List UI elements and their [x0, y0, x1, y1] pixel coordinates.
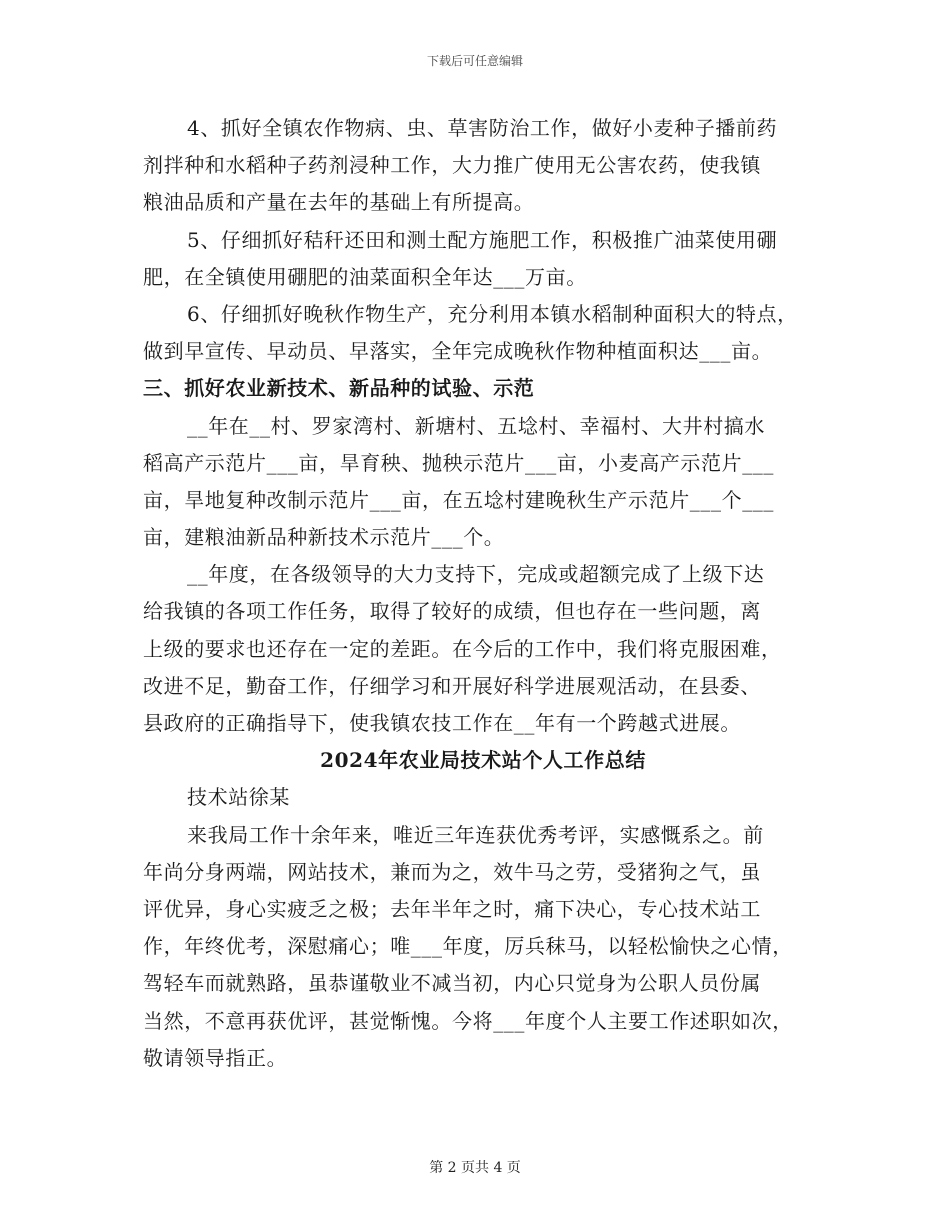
paragraph-line: 亩，建粮油新品种新技术示范片___个。: [143, 525, 505, 550]
paragraph-line: 年尚分身两端，网站技术，兼而为之，效牛马之劳，受猪狗之气，虽: [143, 859, 761, 884]
paragraph-line: 改进不足，勤奋工作，仔细学习和开展好科学进展观活动，在县委、: [143, 673, 761, 698]
paragraph-line: 县政府的正确指导下，使我镇农技工作在__年有一个跨越式进展。: [143, 711, 741, 735]
paragraph-line: 上级的要求也还存在一定的差距。在今后的工作中，我们将克服困难，: [143, 636, 782, 661]
paragraph-line: 当然，不意再获优评，甚觉惭愧。今将___年度个人主要工作述职如次，: [143, 1008, 793, 1033]
page-footer: 第 2 页共 4 页: [429, 1160, 521, 1176]
paragraph-line: 肥，在全镇使用硼肥的油菜面积全年达___万亩。: [143, 264, 587, 289]
paragraph-line: __年在__村、罗家湾村、新塘村、五埝村、幸福村、大井村搞水: [187, 413, 765, 438]
paragraph-line: 驾轻车而就熟路，虽恭谨敬业不减当初，内心只觉身为公职人员份属: [143, 971, 761, 996]
paragraph-line: __年度，在各级领导的大力支持下，完成或超额完成了上级下达: [187, 562, 765, 587]
paragraph-line: 做到早宣传、早动员、早落实，全年完成晚秋作物种植面积达___亩。: [143, 339, 773, 364]
paragraph-line: 5、仔细抓好秸秆还田和测土配方施肥工作，积极推广油菜使用硼: [187, 227, 778, 252]
paragraph-line: 作，年终优考，深慰痛心；唯___年度，厉兵秣马，以轻松愉快之心情，: [143, 934, 793, 959]
paragraph-line: 4、抓好全镇农作物病、虫、草害防治工作，做好小麦种子播前药: [187, 116, 778, 140]
paragraph-line: 6、仔细抓好晚秋作物生产，充分利用本镇水稻制种面积大的特点，: [187, 301, 798, 326]
paragraph-line: 亩，旱地复种改制示范片___亩，在五埝村建晚秋生产示范片___个___: [143, 487, 774, 512]
article-title: 2024年农业局技术站个人工作总结: [320, 748, 646, 773]
header-note: 下载后可任意编辑: [426, 54, 523, 68]
paragraph-line: 来我局工作十余年来，唯近三年连获优秀考评，实感慨系之。前: [187, 822, 764, 847]
paragraph-line: 粮油品质和产量在去年的基础上有所提高。: [143, 190, 535, 215]
author-line: 技术站徐某: [187, 785, 290, 810]
paragraph-line: 给我镇的各项工作任务，取得了较好的成绩，但也存在一些问题，离: [143, 599, 761, 624]
document-body: [143, 110, 823, 1077]
paragraph-line: 敬请领导指正。: [143, 1045, 288, 1070]
paragraph-line: 评优异，身心实疲乏之极；去年半年之时，痛下决心，专心技术站工: [143, 896, 761, 921]
paragraph-line: 稻高产示范片___亩，旱育秧、抛秧示范片___亩，小麦高产示范片___: [143, 450, 774, 475]
paragraph-line: 剂拌种和水稻种子药剂浸种工作，大力推广使用无公害农药，使我镇: [143, 153, 761, 178]
section-heading: 三、抓好农业新技术、新品种的试验、示范: [143, 376, 535, 401]
